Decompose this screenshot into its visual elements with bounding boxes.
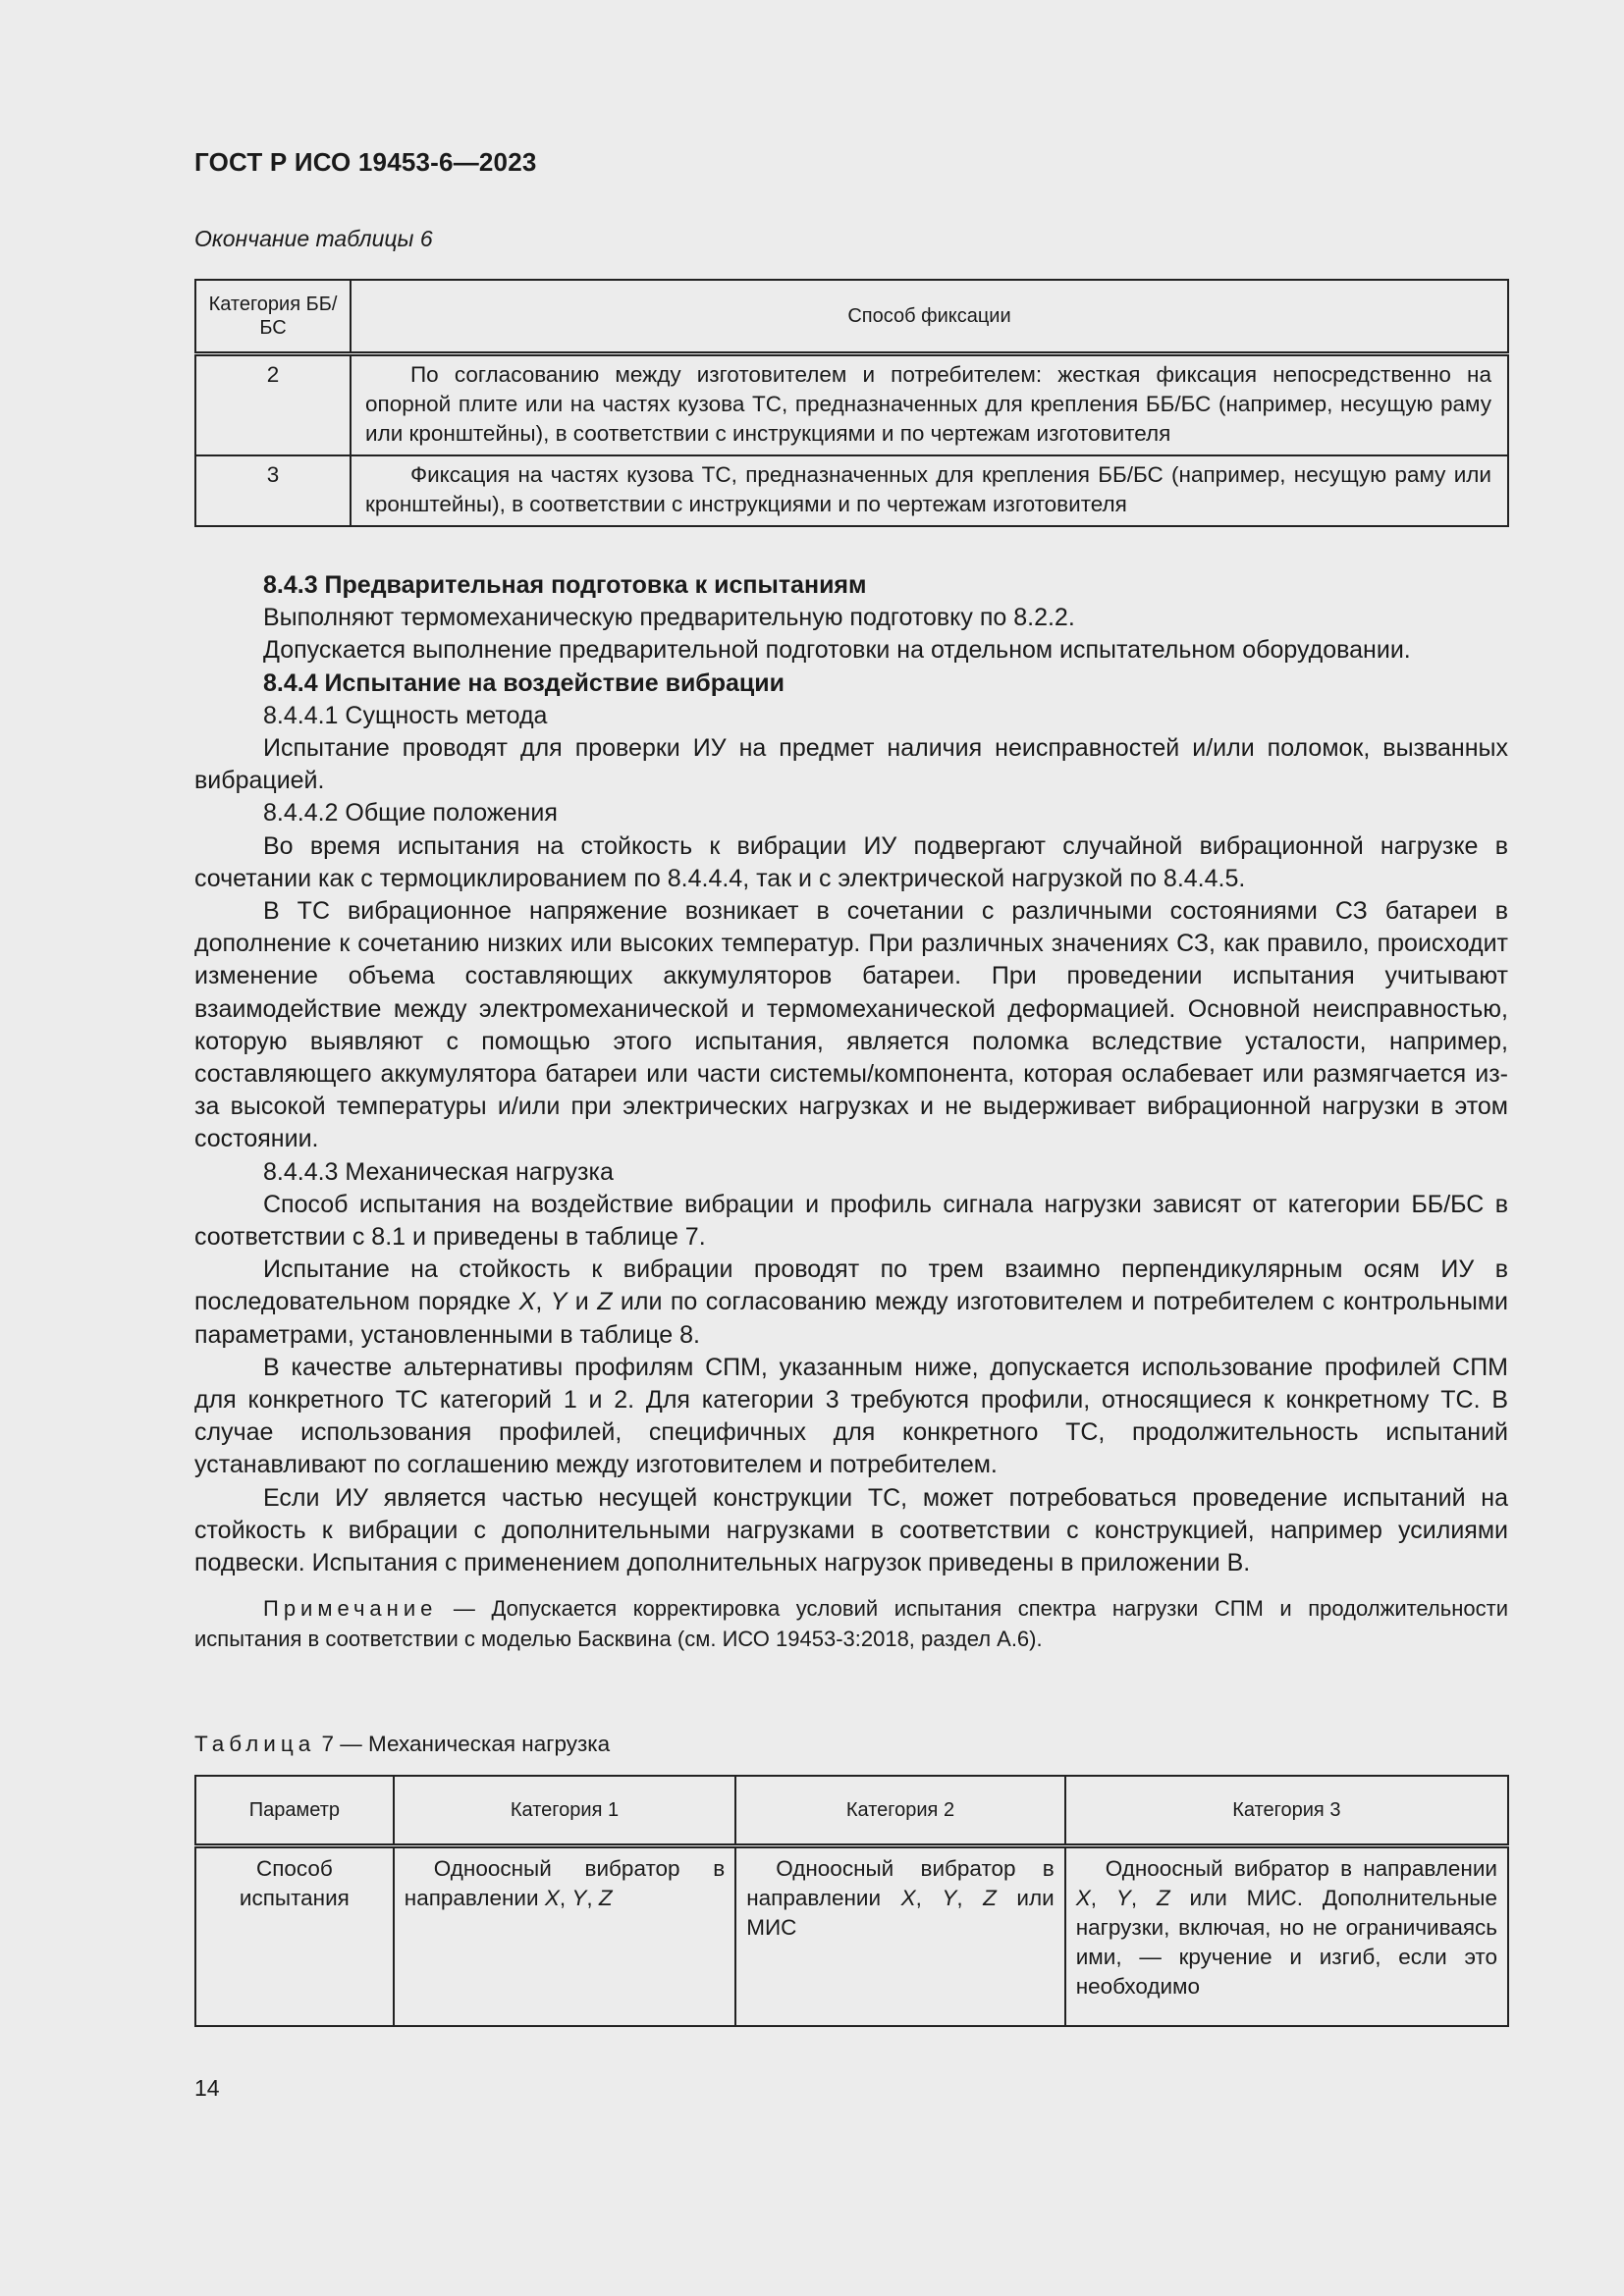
section-body [194,569,1508,1654]
paragraph: Испытание проводят для проверки ИУ на предмет наличия неисправностей и/или поломок, вызванных вибрацией. [194,734,1508,795]
table6-cell-category: 2 [195,354,351,456]
table7-title-rest: 7 — Механическая нагрузка [315,1732,611,1756]
axis-label: Z [597,1288,613,1316]
table7-cell-parameter: Способ испытания [195,1846,394,2027]
paragraph: Во время испытания на стойкость к вибрации ИУ подвергают случайной вибрационной нагрузке в сочетании как с термоциклированием по 8.4.4.4, так и с электрической нагрузкой по 8.4.4.5. [194,831,1508,892]
section-8-4-4-heading: 8.4.4 Испытание на воздействие вибрации [263,668,785,697]
table6-header-category: Категория ББ/БС [195,280,351,354]
paragraph: В качестве альтернативы профилям СПМ, указанным ниже, допускается использование профилей СПМ для конкретного ТС категорий 1 и 2. Для категории 3 требуются профили, относящиеся к конкретному ТС. В случае использования профилей, специфичных для конкретного ТС, продолжительность испытаний устанавливают по соглашению между изготовителем и потребителем. [194,1353,1508,1479]
table7-header-category-2: Категория 2 [735,1776,1065,1846]
paragraph [194,1254,1508,1352]
table6-header-method: Способ фиксации [351,280,1508,354]
table7-cell-category-3 [1065,1846,1508,2027]
document-code: ГОСТ Р ИСО 19453-6—2023 [194,147,537,177]
table7-header-category-1: Категория 1 [394,1776,735,1846]
subsection-8-4-4-2-heading: 8.4.4.2 Общие положения [263,799,558,828]
cell-text: или МИС. Дополнительные нагрузки, включая, но не ограничиваясь ими, — кручение и изгиб, если это необходимо [1075,1886,1497,1999]
axis-label: Y [571,1886,587,1910]
table6-continuation-label: Окончание таблицы 6 [194,226,433,251]
page-number: 14 [194,2075,220,2101]
axis-label: X [900,1886,916,1910]
axis-label: X [1075,1886,1091,1910]
axis-label: Z [1156,1886,1170,1910]
separator: , [535,1288,551,1316]
axis-label: X [544,1886,560,1910]
conjunction: или [996,1886,1055,1910]
cell-text: Одноосный вибратор в направлении [404,1856,726,1910]
note-text: — Допускается корректировка условий испытания спектра нагрузки СПМ и продолжительности испытания в соответствии с моделью Басквина (см. ИСО 19453-3:2018, раздел А.6). [194,1596,1508,1652]
table7-header-parameter: Параметр [195,1776,394,1846]
paragraph: Выполняют термомеханическую предварительную подготовку по 8.2.2. [263,604,1075,632]
table7-cell-category-1 [394,1846,735,2027]
separator: , [956,1886,984,1910]
axis-label: Y [942,1886,957,1910]
cell-text: Одноосный вибратор в направлении [1105,1856,1497,1881]
table-row [195,354,1508,456]
axis-label: Z [598,1886,613,1910]
table7-title [194,1732,610,1757]
table6-cell-method: Фиксация на частях кузова ТС, предназначенных для крепления ББ/БС (например, несущую раму или кронштейны), в соответствии с инструкциями и по чертежам изготовителя [351,455,1508,526]
table7-title-label: Таблица [194,1732,316,1756]
table6-cell-category: 3 [195,455,351,526]
separator: , [1130,1886,1157,1910]
paragraph: Допускается выполнение предварительной подготовки на отдельном испытательном оборудовании. [263,636,1411,665]
table6-header-row [195,280,1508,354]
paragraph-text: или по согласованию между изготовителем и потребителем с контрольными параметрами, установленными в таблице 8. [194,1288,1508,1349]
cell-text: МИС [746,1915,797,1940]
subsection-8-4-4-3-heading: 8.4.4.3 Механическая нагрузка [263,1157,614,1186]
table-row [195,455,1508,526]
table7-cell-category-2 [735,1846,1065,2027]
table-7 [194,1775,1509,2027]
conjunction: и [567,1288,598,1316]
axis-label: Y [1115,1886,1131,1910]
axis-label: X [518,1288,536,1316]
note [194,1593,1508,1654]
table6-cell-method: По согласованию между изготовителем и потребителем: жесткая фиксация непосредственно на опорной плите или на частях кузова ТС, предназначенных для крепления ББ/БС (например, несущую раму или кронштейны), в соответствии с инструкциями и по чертежам изготовителя [351,354,1508,456]
section-8-4-3-heading: 8.4.3 Предварительная подготовка к испытаниям [263,571,867,599]
axis-label: Z [983,1886,997,1910]
paragraph: В ТС вибрационное напряжение возникает в сочетании с различными состояниями СЗ батареи в дополнение к сочетанию низких или высоких температур. При различных значениях СЗ, как правило, происходит изменение объема составляющих аккумуляторов батареи. При проведении испытания учитывают взаимодействие между электромеханической и термомеханической деформацией. Основной неисправностью, которую выявляют с помощью этого испытания, является поломка вследствие усталости, например, составляющего аккумулятора батареи или части системы/компонента, которая ослабевает или размягчается из-за высокой температуры и/или при электрических нагрузках и не выдерживает вибрационной нагрузки в этом состоянии. [194,897,1508,1153]
paragraph: Если ИУ является частью несущей конструкции ТС, может потребоваться проведение испытаний на стойкость к вибрации с дополнительными нагрузками в соответствии с конструкцией, например усилиями подвески. Испытания с применением дополнительных нагрузок приведены в приложении В. [194,1483,1508,1577]
paragraph-text: Испытание на стойкость к вибрации проводят по трем взаимно перпендикулярным осям ИУ в последовательном порядке [194,1255,1508,1316]
paragraph: Способ испытания на воздействие вибрации и профиль сигнала нагрузки зависят от категории ББ/БС в соответствии с 8.1 и приведены в таблице 7. [194,1190,1508,1252]
table-6 [194,279,1509,527]
cell-text: Одноосный вибратор в направлении [746,1856,1055,1910]
separator: , [586,1886,599,1910]
axis-label: Y [550,1288,568,1316]
separator: , [559,1886,572,1910]
separator: , [915,1886,943,1910]
table-row [195,1846,1508,2027]
note-label: Примечание [263,1596,438,1622]
table7-header-category-3: Категория 3 [1065,1776,1508,1846]
separator: , [1090,1886,1116,1910]
table7-header-row [195,1776,1508,1846]
subsection-8-4-4-1-heading: 8.4.4.1 Сущность метода [263,701,548,729]
